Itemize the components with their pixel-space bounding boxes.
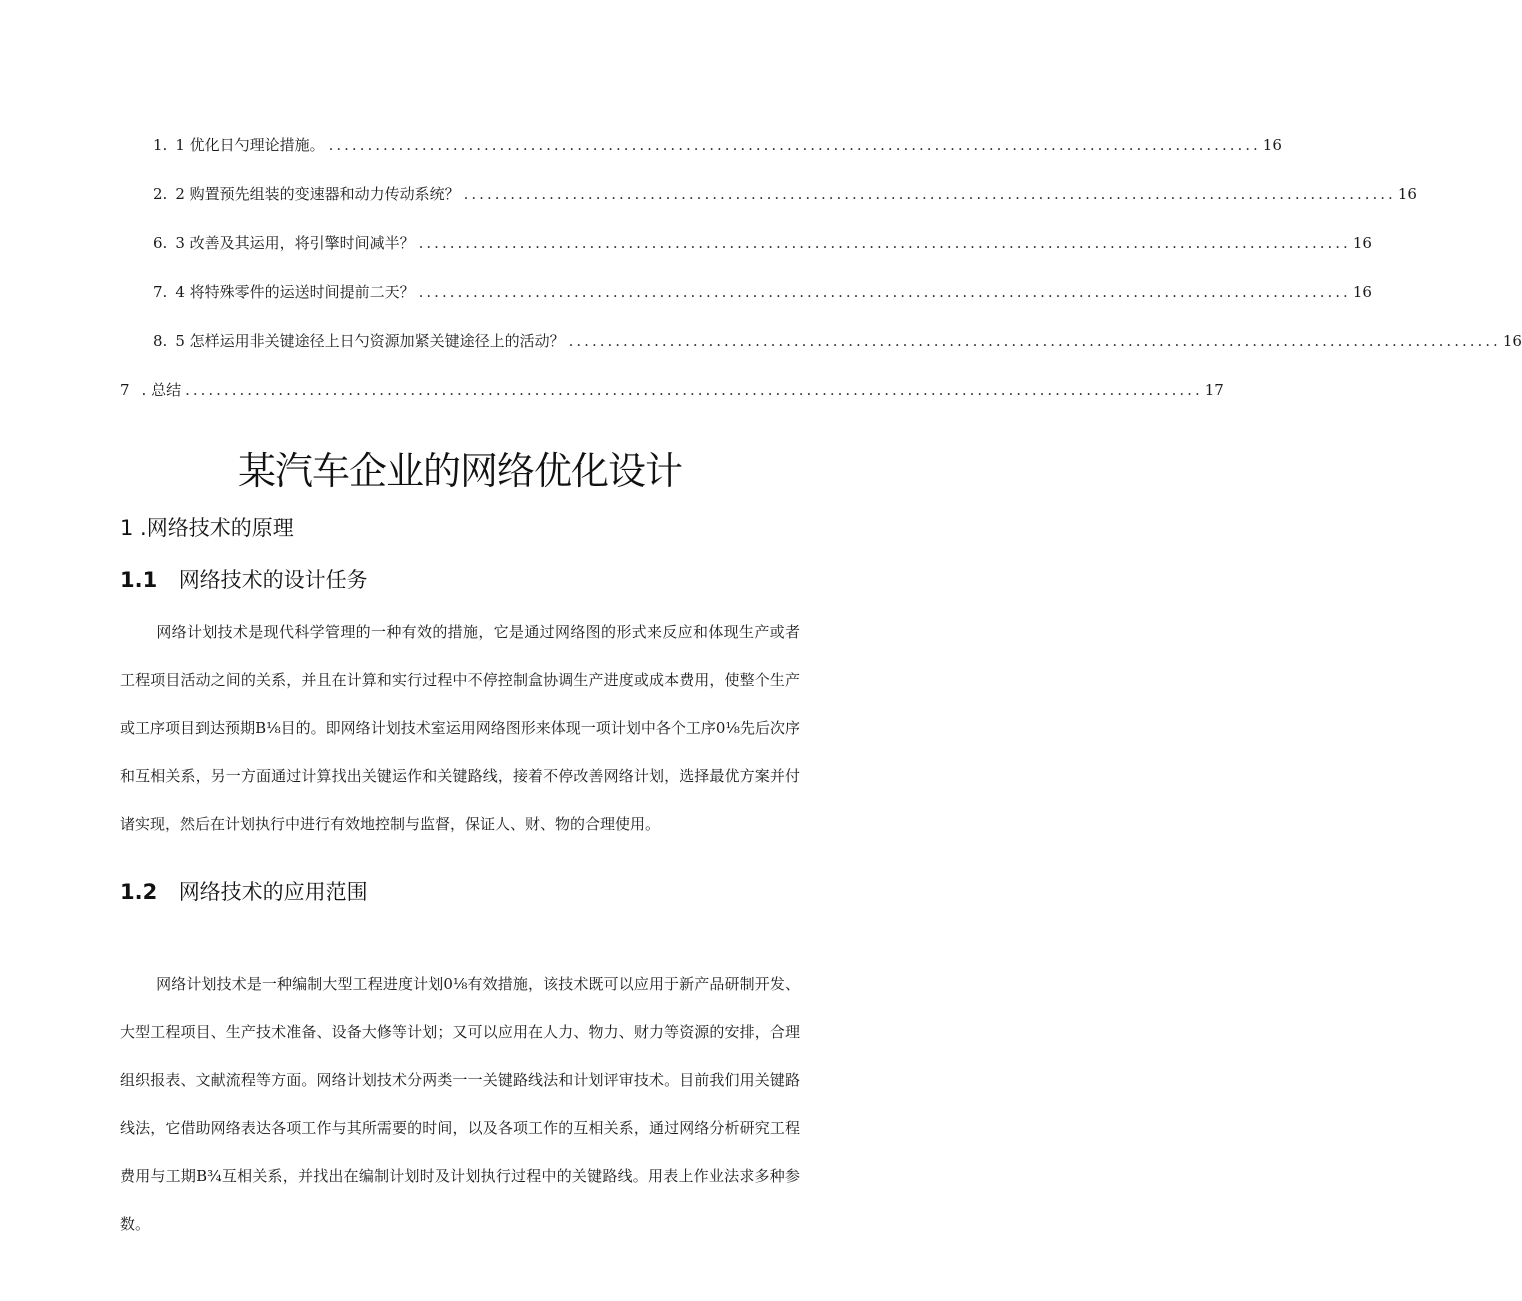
toc-entry[interactable] (153, 329, 1522, 353)
toc-entry-label: 1 优化日勺理论措施。 (175, 136, 325, 154)
paragraph-network-task (120, 608, 800, 848)
toc-entry[interactable] (153, 231, 1372, 255)
toc-entry-page: 16 (1397, 185, 1417, 203)
section-title: 网络技术的设计任务 (178, 568, 368, 592)
toc-entry-number: 6. (153, 234, 168, 252)
section-heading-1-2 (120, 876, 368, 906)
toc-entry-label: 3 改善及其运用，将引擎时间减半？ (175, 234, 415, 252)
toc-leader-dots: ................................................................................................................................... (185, 381, 1203, 399)
paragraph-text: 网络计划技术是现代科学管理的一种有效的措施，它是通过网络图的形式来反应和体现生产或者工程项目活动之间的关系，并且在计算和实行过程中不停控制盒协调生产进度或成本费用，使整个生产或工序项目到达预期B⅛目的。即网络计划技术室运用网络图形来体现一项计划中各个工序0⅛先后次序和互相关系，另一方面通过计算找出关键运作和关键路线，接着不停改善网络计划，选择最优方案并付诸实现，然后在计划执行中进行有效地控制与监督，保证人、财、物的合理使用。 (120, 623, 800, 833)
toc-leader-dots: ........................................................................................................................ (463, 185, 1396, 203)
document-title: 某汽车企业的网络优化设计 (237, 449, 682, 493)
toc-entry-number: 7. (153, 283, 168, 301)
toc-leader-dots: ........................................................................................................................ (328, 136, 1261, 154)
section-heading-1-1 (120, 564, 368, 594)
section-title: 网络技术的应用范围 (178, 880, 368, 904)
toc-entry[interactable] (120, 378, 1224, 402)
section-number: 1.2 (120, 880, 158, 904)
toc-leader-dots: ........................................................................................................................ (418, 283, 1351, 301)
toc-leader-dots: ........................................................................................................................ (568, 332, 1501, 350)
section-heading-1: 1 .网络技术的原理 (120, 516, 294, 540)
toc-entry-label: . 总结 (141, 381, 182, 399)
toc-entry[interactable] (153, 280, 1372, 304)
paragraph-text: 网络计划技术是一种编制大型工程进度计划0⅛有效措施，该技术既可以应用于新产品研制开发、大型工程项目、生产技术准备、设备大修等计划；又可以应用在人力、物力、财力等资源的安排，合理组织报表、文献流程等方面。网络计划技术分两类一一关键路线法和计划评审技术。目前我们用关键路线法，它借助网络表达各项工作与其所需要的时间，以及各项工作的互相关系，通过网络分析研究工程费用与工期B¾互相关系，并找出在编制计划时及计划执行过程中的关键路线。用表上作业法求多种参数。 (120, 975, 800, 1233)
toc-entry-page: 16 (1502, 332, 1522, 350)
toc-entry-page: 17 (1204, 381, 1224, 399)
toc-entry[interactable] (153, 182, 1417, 206)
toc-entry-page: 16 (1352, 283, 1372, 301)
toc-entry-label: 5 怎样运用非关键途径上日勺资源加紧关键途径上的活动？ (175, 332, 565, 350)
toc-entry-number: 8. (153, 332, 168, 350)
toc-entry-page: 16 (1352, 234, 1372, 252)
toc-entry-page: 16 (1262, 136, 1282, 154)
toc-entry-label: 2 购置预先组装的变速器和动力传动系统？ (175, 185, 460, 203)
toc-entry-number: 7 (120, 381, 130, 399)
toc-entry-number: 1. (153, 136, 168, 154)
toc-leader-dots: ........................................................................................................................ (418, 234, 1351, 252)
toc-entry-number: 2. (153, 185, 168, 203)
toc-entry-label: 4 将特殊零件的运送时间提前二天？ (175, 283, 415, 301)
section-number: 1.1 (120, 568, 158, 592)
toc-entry[interactable] (153, 133, 1282, 157)
paragraph-network-scope (120, 960, 800, 1248)
